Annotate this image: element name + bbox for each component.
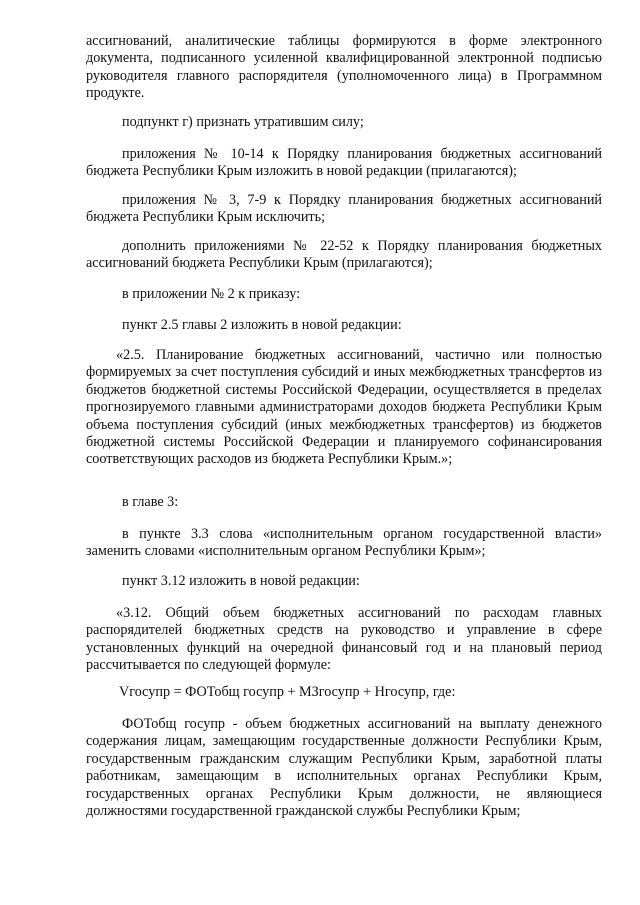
paragraph-quote-3-12: «3.12. Общий объем бюджетных ассигнований по расходам главных распорядителей бюджетных средств на руководство и управление в сфере установленных функций на очередной финансовый год и на плановый период рассчитывается по следующей формуле: xyxy=(86,605,602,674)
paragraph-quote-2-5: «2.5. Планирование бюджетных ассигнований, частично или полностью формируемых за счет поступления субсидий и иных межбюджетных трансфертов из бюджетов бюджетной системы Российской Федерации, осуществляется в пределах прогнозируемого главными администраторами доходов бюджета Республики Крым объема поступления субсидий (иных межбюджетных трансфертов) из бюджетов бюджетной системы Российской Федерации и планируемого софинансирования соответствующих расходов из бюджета Республики Крым.»; xyxy=(86,347,602,468)
paragraph-annex-2: в приложении № 2 к приказу: xyxy=(122,286,301,302)
paragraph-subpoint-g: подпункт г) признать утратившим силу; xyxy=(122,114,364,130)
paragraph-point-3-3: в пункте 3.3 слова «исполнительным органом государственной власти» заменить словами «исполнительным органом Республики Крым»; xyxy=(86,526,602,560)
paragraph-annexes-22-52: дополнить приложениями № 22-52 к Порядку планирования бюджетных ассигнований бюджета Республики Крым (прилагаются); xyxy=(86,238,602,272)
paragraph-annexes-10-14: приложения № 10-14 к Порядку планирования бюджетных ассигнований бюджета Республики Крым изложить в новой редакции (прилагаются); xyxy=(86,146,602,180)
paragraph-point-2-5: пункт 2.5 главы 2 изложить в новой редакции: xyxy=(122,317,402,333)
paragraph-point-3-12: пункт 3.12 изложить в новой редакции: xyxy=(122,573,360,589)
paragraph-chapter-3: в главе 3: xyxy=(122,494,179,510)
formula: Vгосупр = ФОТобщ госупр + МЗгосупр + Нгосупр, где: xyxy=(119,684,456,700)
paragraph-fot-definition: ФОТобщ госупр - объем бюджетных ассигнований на выплату денежного содержания лицам, замещающим государственные должности Республики Крым, государственным гражданским служащим Республики Крым, заработной платы работникам, замещающим в исполнительных органах Республики Крым, государственных органах Республики Крым должности, не являющиеся должностями государственной гражданской службы Республики Крым; xyxy=(86,716,602,820)
paragraph-annexes-3-7-9: приложения № 3, 7-9 к Порядку планирования бюджетных ассигнований бюджета Республики Крым исключить; xyxy=(86,192,602,226)
paragraph-continuation: ассигнований, аналитические таблицы формируются в форме электронного документа, подписанного усиленной квалифицированной электронной подписью руководителя главного распорядителя (уполномоченного лица) в Программном продукте. xyxy=(86,33,602,102)
